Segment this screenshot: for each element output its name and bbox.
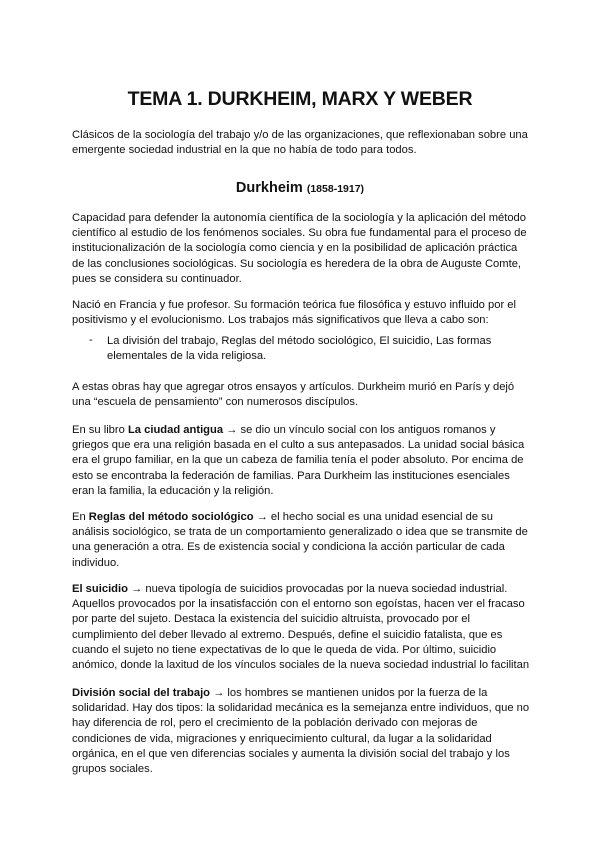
paragraph-4-book: La ciudad antigua	[127, 424, 224, 436]
paragraph-6	[72, 582, 532, 673]
paragraph-5-book: Reglas del método sociológico	[88, 511, 254, 523]
section-heading	[0, 180, 600, 196]
paragraph-4-text: → se dio un vínculo social con los antiguos romanos y griegos que era una religión basada en el culto a sus antepasados. La unidad social básica era el grupo familiar, en la que un cabeza de familia tenía el poder absoluto. Por encima de esto se encontraba la federación de familias. Para Durkheim las instituciones esenciales eran la familia, la educación y la religión.	[72, 424, 525, 497]
paragraph-2: Nació en Francia y fue profesor. Su formación teórica fue filosófica y estuvo influido por el positivismo y el evolucionismo. Los trabajos más significativos que lleva a cabo son:	[72, 299, 516, 327]
bullet-dash: -	[89, 334, 93, 346]
paragraph-4	[72, 423, 532, 499]
bullet-item: La división del trabajo, Reglas del método sociológico, El suicidio, Las formas elementales de la vida religiosa.	[107, 335, 492, 363]
document-title: TEMA 1. DURKHEIM, MARX Y WEBER	[127, 88, 473, 110]
paragraph-4-lead: En su libro	[72, 424, 128, 436]
paragraph-6-book: El suicidio	[72, 583, 128, 595]
section-heading-years: (1858-1917)	[306, 183, 365, 195]
paragraph-7-book: División social del trabajo	[72, 687, 211, 699]
paragraph-3: A estas obras hay que agregar otros ensayos y artículos. Durkheim murió en París y dejó una “escuela de pensamiento” con numerosos discípulos.	[72, 381, 515, 409]
paragraph-5-lead: En	[72, 511, 89, 523]
paragraph-7-text: → los hombres se mantienen unidos por la fuerza de la solidaridad. Hay dos tipos: la solidaridad mecánica es la semejanza entre individuos, que no hay diferencia de rol, pero el crecimiento de la población derivado con mejoras de condiciones de vida, migraciones y enriquecimiento cultural, da lugar a la solidaridad orgánica, en el que ven diferencias sociales y aumenta la división social del trabajo y los grupos sociales.	[72, 687, 530, 776]
paragraph-1: Capacidad para defender la autonomía científica de la sociología y la aplicación del método científico al estudio de los fenómenos sociales. Su obra fue fundamental para el proceso de institucionalización de la sociología como ciencia y en la posibilidad de aplicación práctica de las conclusiones sociológicas. Su sociología es heredera de la obra de Auguste Comte, pues se considera su continuador.	[72, 212, 527, 285]
intro-paragraph: Clásicos de la sociología del trabajo y/o de las organizaciones, que reflexionaban sobre una emergente sociedad industrial en la que no había de todo para todos.	[72, 129, 528, 157]
paragraph-5-text: → el hecho social es una unidad esencial de su análisis sociológico, se trata de un comportamiento generalizado o idea que se transmite de una generación a otra. Es de existencia social y condiciona la acción particular de cada individuo.	[72, 511, 528, 569]
paragraph-7	[72, 686, 532, 777]
section-heading-name: Durkheim	[235, 180, 303, 196]
paragraph-6-text: → nueva tipología de suicidios provocadas por la nueva sociedad industrial. Aquellos provocados por la insatisfacción con el entorno son egoístas, hacen ver el fracaso por parte del sujeto. Destaca la existencia del suicidio altruista, provocado por el cumplimiento del deber llevado al extremo. Después, define el suicidio fatalista, que es cuando el sujeto no tiene expectativas de lo que le queda de vida. Por último, suicidio anómico, donde la laxitud de los vínculos sociales de la nueva sociedad industrial lo facilitan	[72, 583, 530, 672]
paragraph-5	[72, 510, 532, 571]
